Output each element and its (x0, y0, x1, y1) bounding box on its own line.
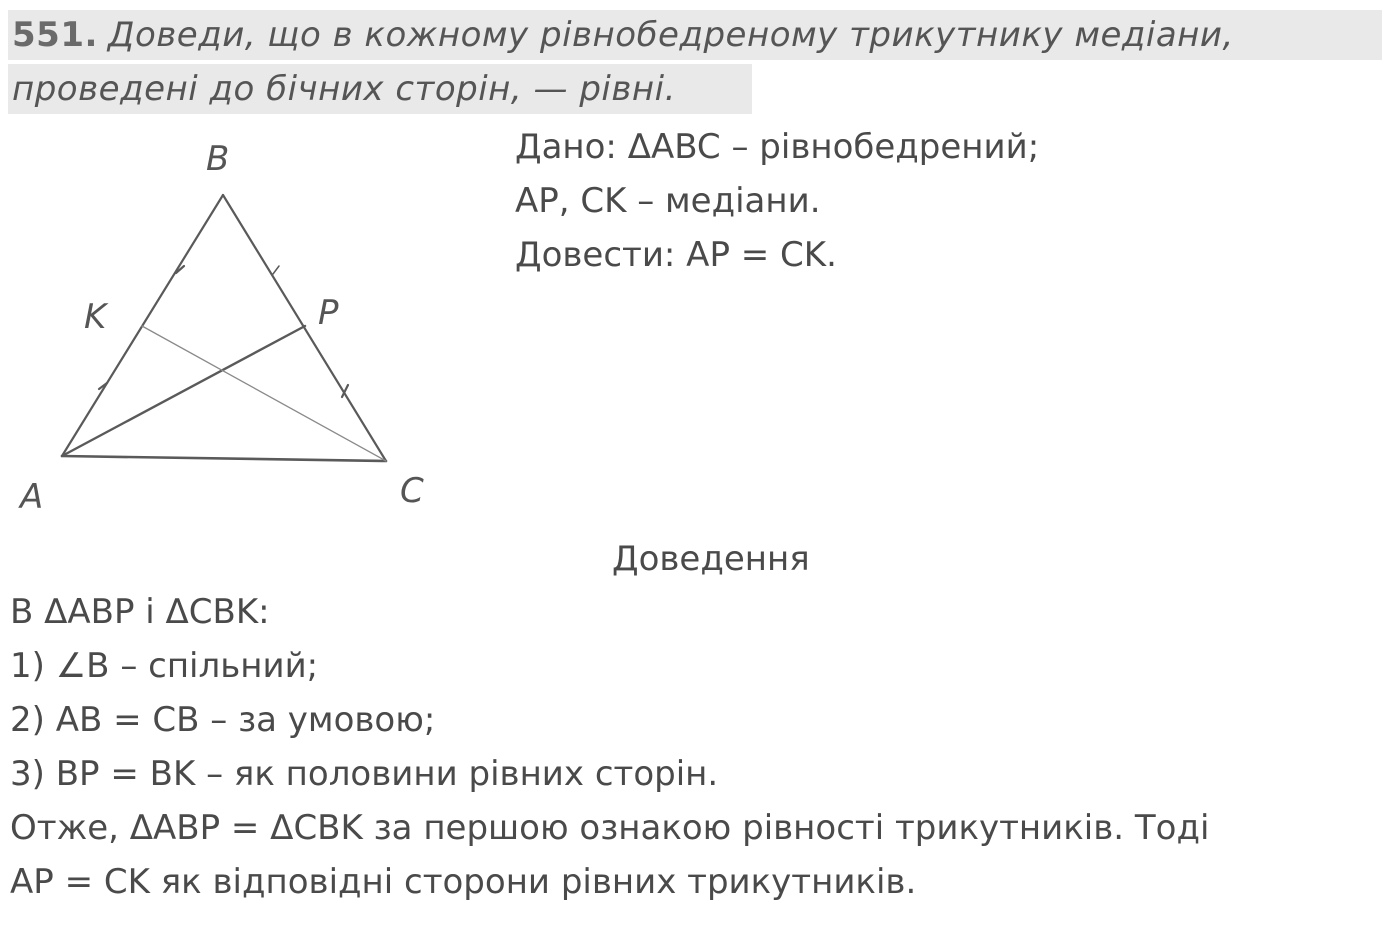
given-line-3: Довести: AP = CK. (515, 235, 837, 275)
task-number: 551. (12, 15, 98, 55)
label-p: P (318, 293, 339, 333)
side-bc (223, 195, 386, 461)
label-a: A (20, 477, 44, 517)
proof-line-1: В ΔABP і ΔCBK: (10, 592, 270, 632)
task-text-1: Доведи, що в кожному рівнобедреному трикутнику медіани, (107, 15, 1234, 55)
proof-line-6: AP = CK як відповідні сторони рівних трикутників. (10, 862, 917, 902)
label-b: B (206, 139, 230, 179)
proof-line-5: Отже, ΔABP = ΔCBK за першою ознакою рівності трикутників. Тоді (10, 808, 1210, 848)
proof-title: Доведення (612, 539, 810, 579)
proof-line-4: 3) BP = BK – як половини рівних сторін. (10, 754, 719, 794)
proof-block (10, 585, 1209, 909)
task-statement (8, 8, 1382, 108)
label-c: C (400, 471, 424, 511)
given-block (515, 120, 1039, 282)
proof-line-3: 2) AB = CB – за умовою; (10, 700, 436, 740)
task-text-line-2: проведені до бічних сторін, — рівні. (12, 69, 676, 109)
given-line-2: AP, CK – медіани. (515, 181, 821, 221)
proof-line-2: 1) ∠B – спільний; (10, 646, 319, 686)
task-text-line-1 (12, 8, 1234, 62)
median-ap (62, 326, 305, 456)
given-line-1: Дано: ΔABC – рівнобедрений; (515, 127, 1040, 167)
tick-bp (273, 266, 279, 274)
triangle-figure (0, 110, 470, 530)
side-ac (62, 456, 386, 461)
label-k: K (84, 297, 107, 337)
